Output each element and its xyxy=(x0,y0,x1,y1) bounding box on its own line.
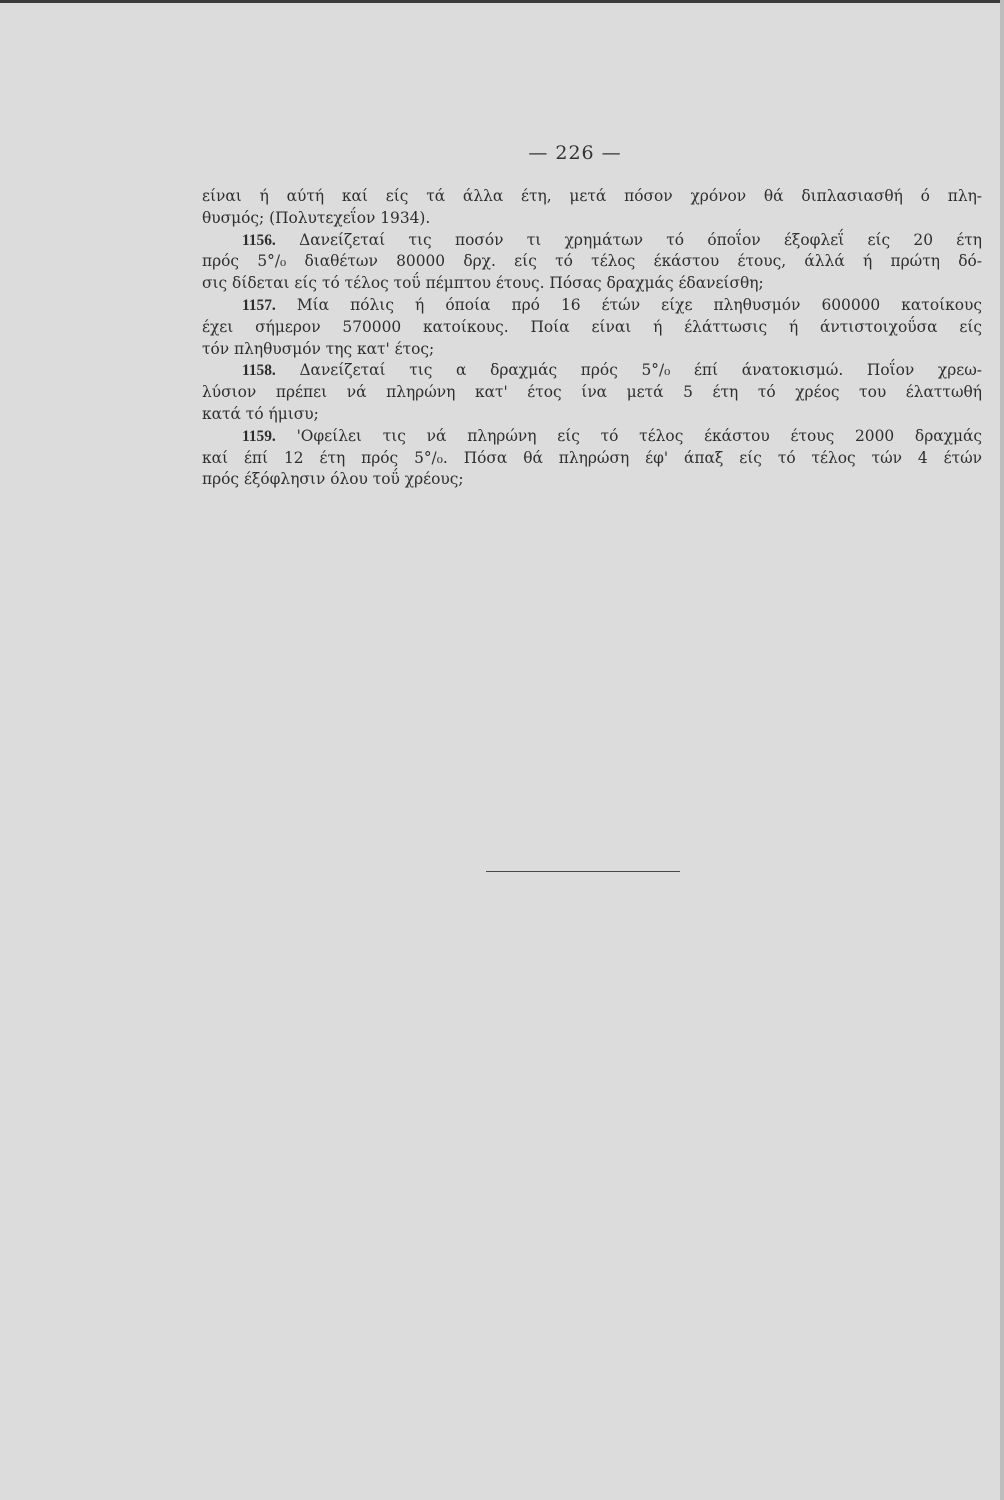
problem-1157-line-3: τόν πληθυσμόν της κατ' έτος; xyxy=(202,339,435,358)
problem-1158-first-line xyxy=(202,360,982,382)
problem-1156-line-3: σις δίδεται είς τό τέλος τοΰ πέμπτου έτους. Πόσας δραχμάς έδανείσθη; xyxy=(202,274,764,293)
problem-text: Δανείζεταί τις ποσόν τι χρημάτων τό όποΐον έξοφλεΐ είς 20 έτη xyxy=(299,230,982,249)
problem-1156-line-2: πρός 5°/₀ διαθέτων 80000 δρχ. είς τό τέλος έκάστου έτους, άλλά ή πρώτη δό- xyxy=(202,252,982,271)
page-top-edge xyxy=(0,0,1004,3)
problem-text: 'Οφείλει τις νά πληρώνη είς τό τέλος έκάστου έτους 2000 δραχμάς xyxy=(296,426,982,445)
problem-text: Δανείζεταί τις α δραχμάς πρός 5°/₀ έπί άνατοκισμώ. Ποΐον χρεω- xyxy=(299,361,982,380)
intro-line-2: θυσμός; (Πολυτεχεΐον 1934). xyxy=(202,208,431,227)
problem-1158-line-2: λύσιον πρέπει νά πληρώνη κατ' έτος ίνα μετά 5 έτη τό χρέος του έλαττωθή xyxy=(202,383,982,402)
problem-1159-line-2: καί έπί 12 έτη πρός 5°/₀. Πόσα θά πληρώση έφ' άπαξ είς τό τέλος τών 4 έτών xyxy=(202,448,982,467)
problem-1158-line-3: κατά τό ήμισυ; xyxy=(202,404,319,423)
problem-1159-first-line xyxy=(202,426,982,448)
problem-text-block xyxy=(202,186,982,491)
problem-number: 1159. xyxy=(242,427,276,445)
problem-1156-first-line xyxy=(202,230,982,252)
problem-number: 1156. xyxy=(242,231,276,249)
problem-number: 1157. xyxy=(242,296,276,314)
problem-number: 1158. xyxy=(242,362,276,380)
problem-1159-line-3: πρός έξόφλησιν όλου τοΰ χρέους; xyxy=(202,470,464,489)
problem-1157-first-line xyxy=(202,295,982,317)
problem-text: Μία πόλις ή όποία πρό 16 έτών είχε πληθυσμόν 600000 κατοίκους xyxy=(296,295,982,314)
section-separator-rule xyxy=(486,871,680,872)
page-number: — 226 — xyxy=(528,142,622,164)
problem-1157-line-2: έχει σήμερον 570000 κατοίκους. Ποία είναι ή έλάττωσις ή άντιστοιχοΰσα είς xyxy=(202,317,982,336)
intro-line-1: είναι ή αύτή καί είς τά άλλα έτη, μετά πόσον χρόνον θά διπλασιασθή ό πλη- xyxy=(202,187,982,205)
page-right-edge xyxy=(1000,0,1004,1500)
